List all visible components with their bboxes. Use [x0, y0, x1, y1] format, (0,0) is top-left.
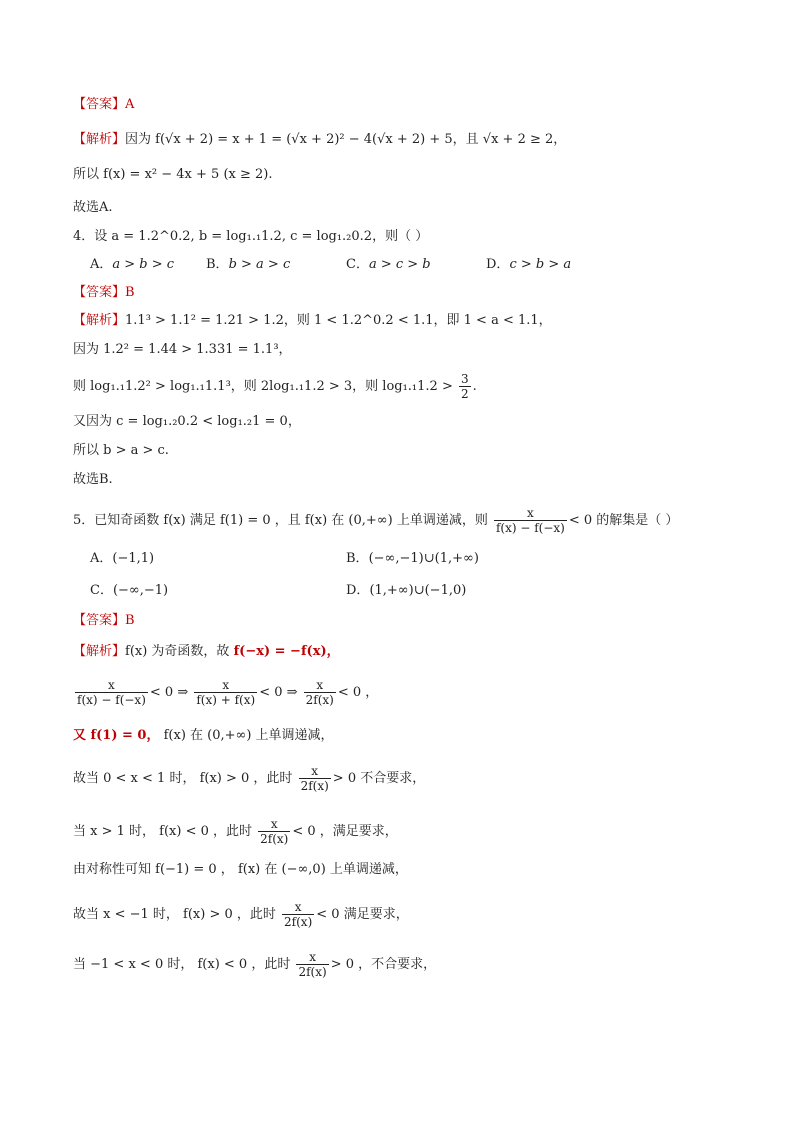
q5-answer-value: B	[125, 613, 135, 628]
q5-case2-text: 当 x > 1 时， f(x) < 0 ，此时	[73, 824, 253, 839]
q5-stem-tail: < 0 的解集是（ ）	[568, 513, 679, 528]
q5-option-b	[346, 549, 479, 569]
q4-analysis-line2: 因为 1.2² = 1.44 > 1.331 = 1.1³，	[73, 342, 292, 357]
q5-case4-den: 2f(x)	[298, 965, 327, 979]
q5-option-c	[90, 581, 168, 601]
q5-chain-den3: 2f(x)	[305, 693, 334, 707]
q3-analysis-text1: 因为 f(√x + 2) = x + 1 = (√x + 2)² − 4(√x + 2) + 5，且 √x + 2 ≥ 2，	[125, 132, 567, 147]
q5-chain-rel3: < 0 ，	[337, 685, 379, 700]
q4-option-b	[206, 255, 290, 275]
q5-case2-num: x	[258, 817, 290, 832]
q3-answer-value: A	[125, 97, 135, 112]
q5-case2-frac	[258, 817, 290, 846]
q4-analysis-text3: 则 log₁.₁1.2² > log₁.₁1.1³，则 2log₁.₁1.2 > 3，则 log₁.₁1.2 >	[73, 379, 453, 394]
q5-stem-num: x	[494, 506, 567, 521]
q5-option-d-text: (1,+∞)∪(−1,0)	[369, 583, 467, 598]
q4-analysis-line3: 则 log₁.₁1.2² > log₁.₁1.1³，则 2log₁.₁1.2 > 3，则 log₁.₁1.2 > $\frac{3}{2}$ .	[73, 372, 477, 401]
q5-case1	[73, 764, 425, 793]
q4-analysis-line4: 又因为 c = log₁.₂0.2 < log₁.₂1 = 0，	[73, 414, 301, 429]
q4-option-a	[90, 255, 174, 275]
q5-case4-num: x	[296, 950, 328, 965]
q5-case1-num: x	[299, 764, 331, 779]
q5-option-a-letter: A．	[90, 551, 113, 566]
q4-option-d-text: c > b > a	[509, 257, 572, 272]
q5-stem-text: 5．已知奇函数 f(x) 满足 f(1) = 0 ，且 f(x) 在 (0,+∞) 上单调递减，则	[73, 513, 488, 528]
q4-option-c-text: a > c > b	[368, 257, 431, 272]
q5-line3-given: 又 f(1) = 0，	[73, 728, 160, 743]
q5-analysis-text1: f(x) 为奇函数，故	[125, 644, 234, 659]
q5-case1-text: 故当 0 < x < 1 时， f(x) > 0 ，此时	[73, 771, 293, 786]
q5-chain-frac3	[304, 678, 336, 707]
q5-case3-num: x	[282, 900, 314, 915]
q5-chain-frac2	[194, 678, 257, 707]
q5-case1-den: 2f(x)	[300, 779, 329, 793]
q5-chain-den2: f(x) + f(x)	[196, 693, 256, 707]
q4-option-c-letter: C．	[346, 257, 369, 272]
q4-analysis-label: 【解析】	[73, 313, 126, 328]
q5-case4-frac	[296, 950, 328, 979]
q3-conclusion: 故选A.	[73, 200, 113, 215]
q5-line3-text: f(x) 在 (0,+∞) 上单调递减，	[159, 728, 334, 743]
q4-option-b-text: b > a > c	[228, 257, 291, 272]
q3-answer-label: 【答案】	[73, 97, 126, 112]
q4-option-d-letter: D．	[486, 257, 510, 272]
q5-chain-line	[73, 678, 378, 707]
q5-case1-frac	[299, 764, 331, 793]
q5-stem-fraction	[494, 506, 567, 535]
q5-case4	[73, 950, 436, 979]
q5-symmetry: 由对称性可知 f(−1) = 0 ， f(x) 在 (−∞,0) 上单调递减，	[73, 862, 408, 877]
q4-conclusion: 故选B.	[73, 472, 113, 487]
q5-case3	[73, 900, 409, 929]
q5-stem	[73, 506, 678, 535]
q5-option-d-letter: D．	[346, 583, 370, 598]
q4-fraction-num: 3	[461, 372, 469, 386]
q4-option-a-letter: A．	[90, 257, 113, 272]
q5-case2-tail: < 0 ，满足要求，	[292, 824, 398, 839]
q5-case3-tail: < 0 满足要求，	[316, 907, 409, 922]
q5-option-d	[346, 581, 466, 601]
q5-option-a	[90, 549, 154, 569]
q5-option-b-letter: B．	[346, 551, 369, 566]
q3-analysis-line1	[73, 130, 566, 150]
q5-case4-text: 当 −1 < x < 0 时， f(x) < 0 ，此时	[73, 957, 291, 972]
q4-analysis-line5: 所以 b > a > c.	[73, 443, 169, 458]
q4-option-c	[346, 255, 431, 275]
q5-chain-num1: x	[75, 678, 148, 693]
q5-analysis-label: 【解析】	[73, 644, 126, 659]
q4-stem: 4．设 a = 1.2^0.2, b = log₁.₁1.2, c = log₁.₂0.2，则（ ）	[73, 229, 429, 244]
q5-analysis-odd-identity: f(−x) = −f(x)，	[233, 644, 340, 659]
q3-analysis-line2: 所以 f(x) = x² − 4x + 5 (x ≥ 2).	[73, 167, 273, 182]
q5-chain-den1: f(x) − f(−x)	[77, 693, 146, 707]
q4-option-b-letter: B．	[206, 257, 229, 272]
q5-case2-den: 2f(x)	[260, 832, 289, 846]
q5-answer-line	[73, 611, 135, 631]
q5-chain-rel1: < 0 ⇒	[149, 685, 189, 700]
q5-stem-den: f(x) − f(−x)	[495, 521, 565, 535]
q5-option-c-text: (−∞,−1)	[112, 583, 169, 598]
q5-case3-den: 2f(x)	[284, 915, 313, 929]
q4-answer-value: B	[125, 285, 135, 300]
q5-option-a-text: (−1,1)	[112, 551, 155, 566]
q5-answer-label: 【答案】	[73, 613, 126, 628]
q5-case4-tail: > 0 ，不合要求，	[330, 957, 437, 972]
q5-line3	[73, 726, 334, 746]
q4-option-d	[486, 255, 571, 275]
q5-case3-text: 故当 x < −1 时， f(x) > 0 ，此时	[73, 907, 276, 922]
q5-option-b-text: (−∞,−1)∪(1,+∞)	[368, 551, 479, 566]
q3-answer-line	[73, 95, 134, 115]
q5-analysis-line1	[73, 642, 340, 662]
q5-chain-frac1	[75, 678, 148, 707]
q4-analysis-text1: 1.1³ > 1.1² = 1.21 > 1.2，则 1 < 1.2^0.2 < 1.1，即 1 < a < 1.1，	[125, 313, 552, 328]
q5-case1-tail: > 0 不合要求，	[332, 771, 426, 786]
q3-analysis-label: 【解析】	[73, 132, 126, 147]
q5-case2	[73, 817, 398, 846]
q4-answer-label: 【答案】	[73, 285, 126, 300]
q5-chain-num2: x	[194, 678, 257, 693]
q4-fraction	[459, 372, 471, 401]
q5-chain-num3: x	[304, 678, 336, 693]
q4-fraction-den: 2	[461, 387, 469, 401]
q5-chain-rel2: < 0 ⇒	[259, 685, 298, 700]
q4-answer-line	[73, 283, 135, 303]
q4-option-a-text: a > b > c	[112, 257, 175, 272]
q5-option-c-letter: C．	[90, 583, 113, 598]
q4-analysis-line1	[73, 311, 552, 331]
q5-case3-frac	[282, 900, 314, 929]
